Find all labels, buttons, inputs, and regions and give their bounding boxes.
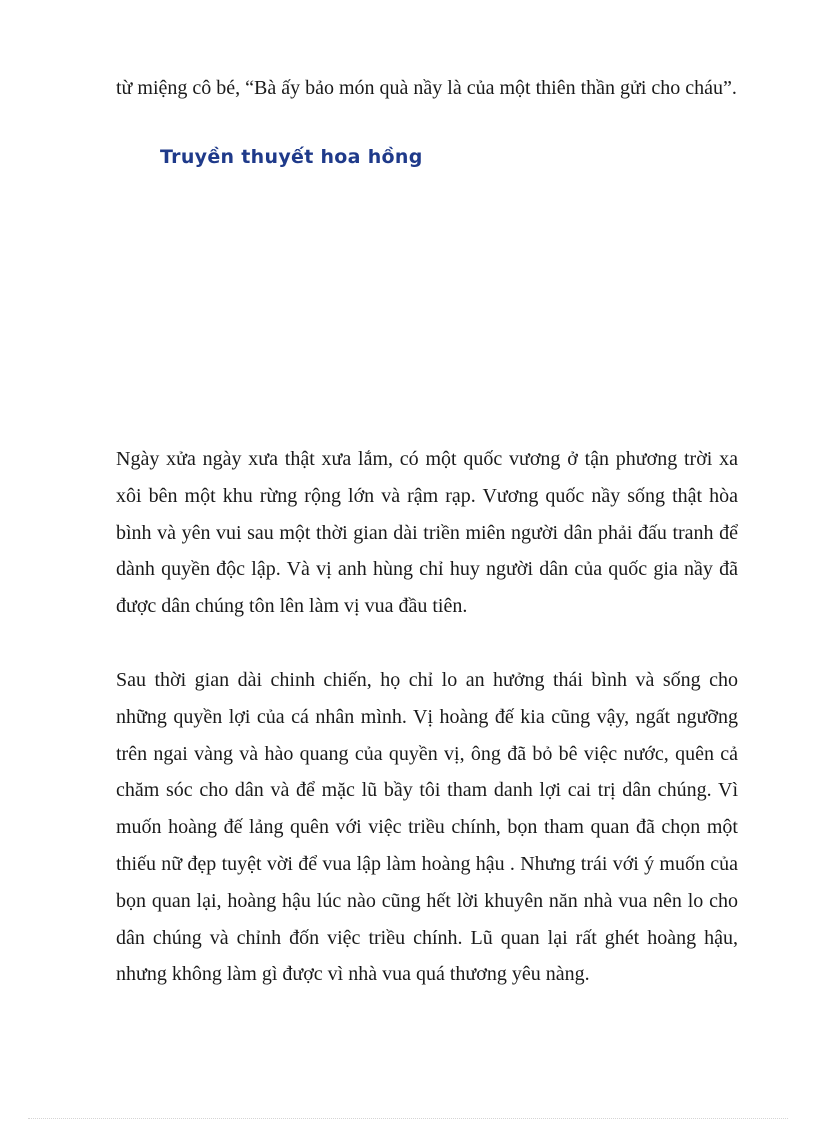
story-paragraph-2: Sau thời gian dài chinh chiến, họ chỉ lo an hưởng thái bình và sống cho những quyền lợi của cá nhân mình. Vị hoàng đế kia cũng vậy, ngất ngưỡng trên ngai vàng và hào quang của quyền vị, ông đã bỏ bê việc nước, quên cả chăm sóc cho dân và để mặc lũ bầy tôi tham danh lợi cai trị dân chúng. Vì muốn hoàng đế lảng quên với việc triều chính, bọn tham quan đã chọn một thiếu nữ đẹp tuyệt vời để vua lập làm hoàng hậu . Nhưng trái với ý muốn của bọn quan lại, hoàng hậu lúc nào cũng hết lời khuyên năn nhà vua nên lo cho dân chúng và chỉnh đốn việc triều chính. Lũ quan lại rất ghét hoàng hậu, nhưng không làm gì được vì nhà vua quá thương yêu nàng. <box>116 669 738 986</box>
story-paragraph-1: Ngày xửa ngày xưa thật xưa lắm, có một quốc vương ở tận phương trời xa xôi bên một khu rừng rộng lớn và rậm rạp. Vương quốc nầy sống thật hòa bình và yên vui sau một thời gian dài triền miên người dân phải đấu tranh để dành quyền độc lập. Và vị anh hùng chỉ huy người dân của quốc gia nầy đã được dân chúng tôn lên làm vị vua đầu tiên. <box>116 448 738 618</box>
section-heading: Truyền thuyết hoa hồng <box>160 146 423 168</box>
page-bottom-divider <box>28 1118 788 1119</box>
intro-paragraph: từ miệng cô bé, “Bà ấy bảo món quà nầy là của một thiên thần gửi cho cháu”. <box>116 77 737 99</box>
